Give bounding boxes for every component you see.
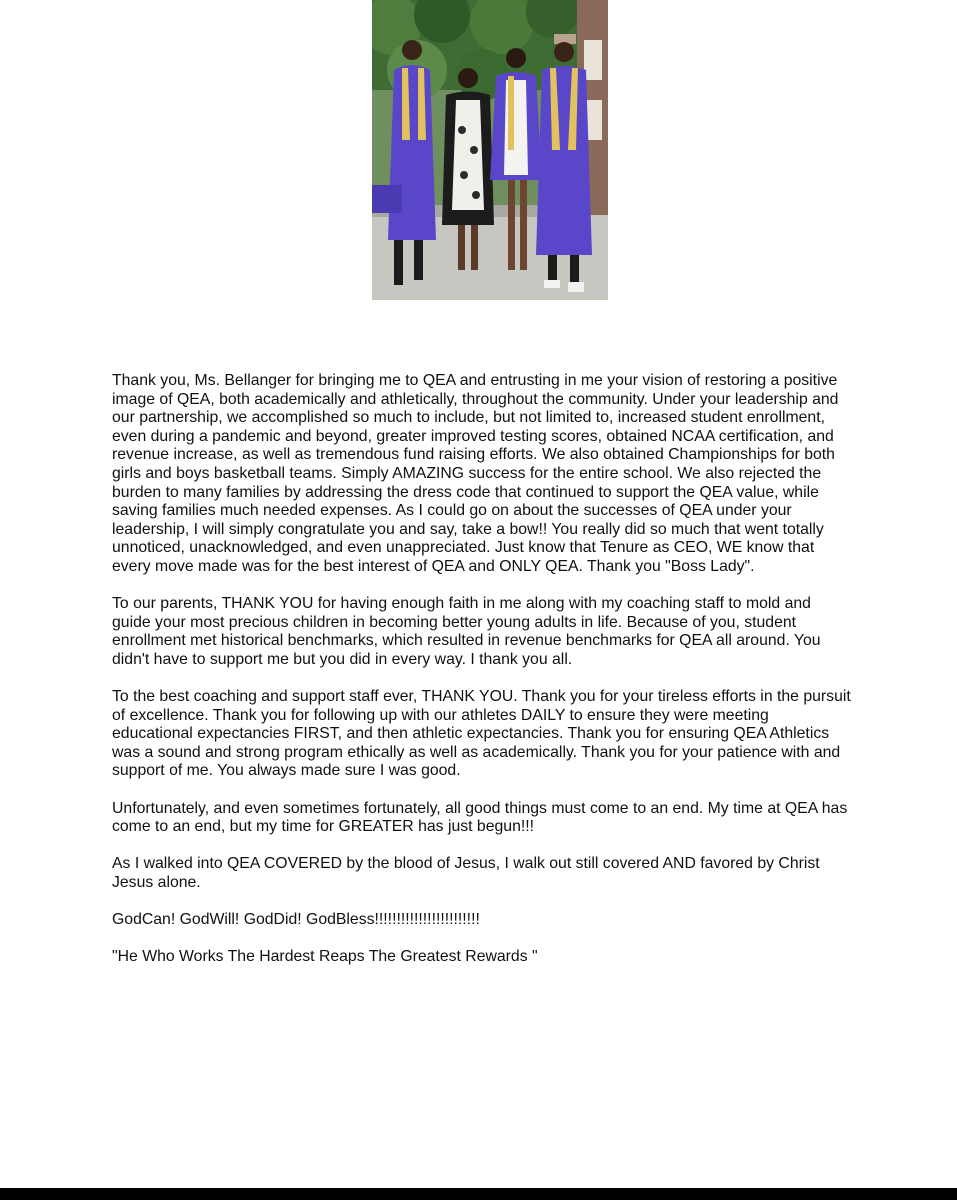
- letter-body: [112, 372, 852, 986]
- paragraph-thanks-ms-bellanger: Thank you, Ms. Bellanger for bringing me to QEA and entrusting in me your vision of restoring a positive image of QEA, both academically and athletically, throughout the community. Under your leadership and our partnership, we accomplished so much to include, but not limited to, increased student enrollment, even during a pandemic and beyond, greater improved testing scores, obtained NCAA certification, and revenue increase, as well as tremendous fund raising efforts. We also obtained Championships for both girls and boys basketball teams. Simply AMAZING success for the entire school. We also rejected the burden to many families by addressing the dress code that continued to support the QEA value, while saving families much needed expenses. As I could go on about the successes of QEA under your leadership, I will simply congratulate you and say, take a bow!! You really did so much that went totally unnoticed, unacknowledged, and even unappreciated. Just know that Tenure as CEO, WE know that every move made was for the best interest of QEA and ONLY QEA. Thank you "Boss Lady".: [112, 372, 839, 575]
- paragraph-thanks-parents: To our parents, THANK YOU for having enough faith in me along with my coaching staff to mold and guide your most precious children in becoming better young adults in life. Because of you, student enrollment met historical benchmarks, which resulted in revenue benchmarks for QEA all around. You didn't have to support me but you did in every way. I thank you all.: [112, 595, 821, 668]
- bottom-edge-bar: [0, 1188, 957, 1200]
- closing-quote: "He Who Works The Hardest Reaps The Greatest Rewards ": [112, 948, 538, 966]
- paragraph-thanks-staff: To the best coaching and support staff ever, THANK YOU. Thank you for your tireless efforts in the pursuit of excellence. Thank you for following up with our athletes DAILY to ensure they were meeting educational expectancies FIRST, and then athletic expectancies. Thank you for ensuring QEA Athletics was a sound and strong program ethically as well as academically. Thank you for your patience with and support of me. You always made sure I was good.: [112, 688, 851, 780]
- graduation-photo-illustration: [372, 0, 608, 300]
- paragraph-faith: As I walked into QEA COVERED by the blood of Jesus, I walk out still covered AND favored by Christ Jesus alone.: [112, 855, 820, 892]
- paragraph-god-blessing: GodCan! GodWill! GodDid! GodBless!!!!!!!!!!!!!!!!!!!!!!!!: [112, 911, 480, 929]
- graduation-photo: [372, 0, 608, 300]
- paragraph-farewell: Unfortunately, and even sometimes fortunately, all good things must come to an end. My time at QEA has come to an end, but my time for GREATER has just begun!!!: [112, 799, 848, 836]
